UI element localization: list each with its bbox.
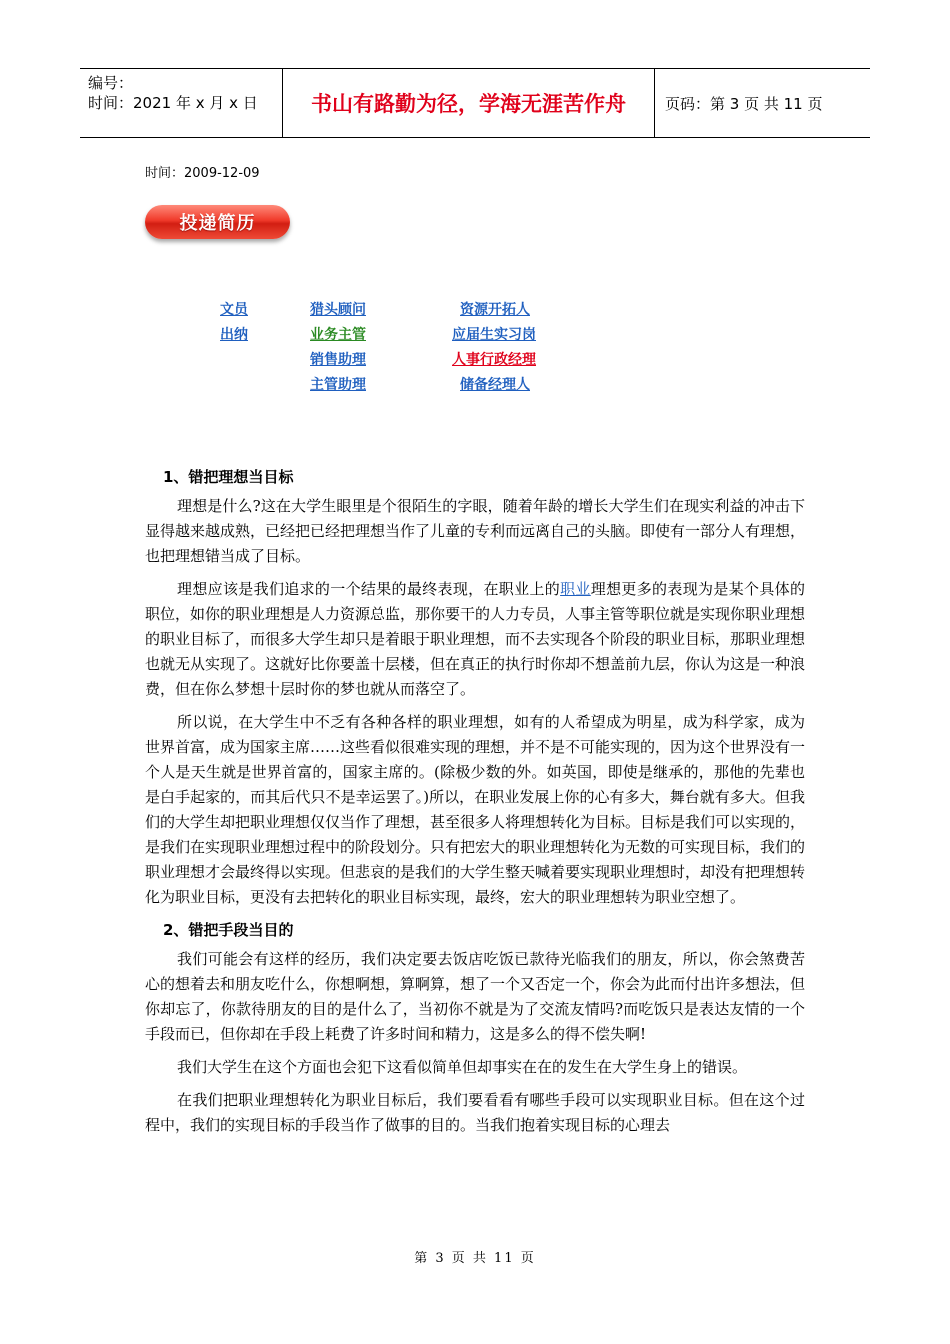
submit-resume-button[interactable]: 投递简历: [145, 205, 290, 239]
paragraph: 在我们把职业理想转化为职业目标后，我们要看看有哪些手段可以实现职业目标。但在这个过程中，我们的实现目标的手段当作了做事的目的。当我们抱着实现目标的心理去: [145, 1091, 805, 1134]
paragraph-text: 理想更多的表现为是某个具体的职位，如你的职业理想是人力资源总监，那你要干的人力专员，人事主管等职位就是实现你职业理想的职业目标了，而很多大学生却只是着眼于职业理想，而不去实现各个阶段的职业目标，那职业理想也就无从实现了。这就好比你要盖十层楼，但在真正的执行时你却不想盖前九层，你认为这是一种浪费，但在你么梦想十层时你的梦也就从而落空了。: [145, 580, 806, 698]
paragraph: 所以说，在大学生中不乏有各种各样的职业理想，如有的人希望成为明星，成为科学家，成为世界首富，成为国家主席……这些看似很难实现的理想，并不是不可能实现的，因为这个世界没有一个人是天生就是世界首富的，国家主席的。(除极少数的外。如英国，即使是继承的，那他的先辈也是白手起家的，而其后代只不是幸运罢了。)所以，在职业发展上你的心有多大，舞台就有多大。但我们的大学生却把职业理想仅仅当作了理想，甚至很多人将理想转化为目标。目标是我们可以实现的，是我们在实现职业理想过程中的阶段划分。只有把宏大的职业理想转化为无数的可实现目标，我们的职业理想才会最终得以实现。但悲哀的是我们的大学生整天喊着要实现职业理想时，却没有把理想转化为职业目标，更没有去把转化的职业目标实现，最终，宏大的职业理想转为职业空想了。: [145, 713, 806, 906]
post-date: 时间：2009-12-09: [145, 166, 260, 181]
page-footer: 第 3 页 共 11 页: [414, 1251, 536, 1266]
document-number: 编号：: [88, 74, 134, 92]
job-link-headhunter[interactable]: 猎头顾问: [310, 302, 366, 318]
job-link-supervisor-assistant[interactable]: 主管助理: [310, 377, 366, 393]
page-header: [80, 68, 870, 138]
header-meta: [80, 69, 282, 137]
paragraph: 我们可能会有这样的经历，我们决定要去饭店吃饭已款待光临我们的朋友，所以，你会煞费苦心的想着去和朋友吃什么，你想啊想，算啊算，想了一个又否定一个，你会为此而付出许多想法，但你却忘了，你款待朋友的目的是什么了，当初你不就是为了交流友情吗?而吃饭只是表达友情的一个手段而已，但你却在手段上耗费了许多时间和精力，这是多么的得不偿失啊!: [145, 950, 806, 1043]
job-link-sales-assistant[interactable]: 销售助理: [310, 352, 366, 368]
job-link-hr-admin-manager[interactable]: 人事行政经理: [452, 352, 536, 368]
section-heading: 2、错把手段当目的: [163, 921, 294, 939]
section-heading: 1、错把理想当目标: [163, 468, 294, 486]
job-link-resource-developer[interactable]: 资源开拓人: [460, 302, 530, 318]
header-page-number: 页码：第 3 页 共 11 页: [665, 94, 823, 113]
paragraph: [145, 577, 805, 702]
document-time: 时间：2021 年 x 月 x 日: [88, 94, 258, 112]
paragraph-text: 理想应该是我们追求的一个结果的最终表现，在职业上的: [177, 580, 561, 598]
job-link-clerk[interactable]: 文员: [220, 302, 248, 318]
job-link-graduate-intern[interactable]: 应届生实习岗: [452, 327, 536, 343]
job-link-reserve-manager[interactable]: 储备经理人: [460, 377, 530, 393]
article-body: [145, 465, 805, 1146]
career-link[interactable]: 职业: [560, 580, 591, 598]
paragraph: 我们大学生在这个方面也会犯下这看似简单但却事实在在的发生在大学生身上的错误。: [177, 1058, 748, 1076]
paragraph: 理想是什么?这在大学生眼里是个很陌生的字眼，随着年龄的增长大学生们在现实利益的冲击下显得越来越成熟，已经把已经把理想当作了儿童的专利而远离自己的头脑。即使有一部分人有理想，也把理想错当成了目标。: [145, 497, 806, 565]
header-motto: 书山有路勤为径，学海无涯苦作舟: [282, 69, 655, 137]
job-link-cashier[interactable]: 出纳: [220, 327, 248, 343]
job-link-business-supervisor[interactable]: 业务主管: [310, 327, 366, 343]
